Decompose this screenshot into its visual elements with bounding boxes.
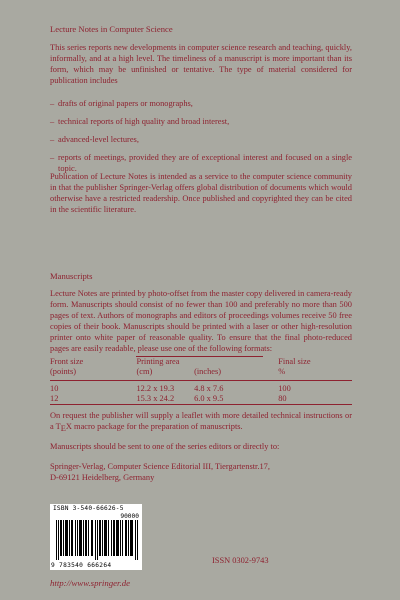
- isbn-label: ISBN 3-540-66626-5: [53, 505, 124, 512]
- ean-number: 9 783540 666264: [51, 562, 112, 569]
- address-line: Springer-Verlag, Computer Science Editorial III, Tiergartenstr.17,: [50, 462, 270, 471]
- table-header-cell: Printing area: [136, 357, 263, 368]
- table-header-cell: (cm): [136, 367, 153, 376]
- table-header-cell: Final size: [278, 356, 311, 366]
- address-line: D-69121 Heidelberg, Germany: [50, 473, 155, 483]
- send-to-paragraph: Manuscripts should be sent to one of the series editors or directly to:: [50, 442, 280, 451]
- barcode: [50, 504, 142, 570]
- table-header-cell: %: [278, 367, 286, 376]
- table-header-cell: Front size: [50, 356, 84, 366]
- address: [50, 461, 352, 483]
- format-table: [50, 356, 352, 405]
- list-item: – reports of meetings, provided they are of exceptional interest and focused on a single topic.: [50, 153, 352, 174]
- manuscripts-heading: Manuscripts: [50, 271, 93, 281]
- table-header-row: [50, 367, 352, 381]
- manuscripts-paragraph: Lecture Notes are printed by photo-offset from the master copy delivered in camera-ready form. Manuscripts should consist of no fewer than 100 and preferably no more than 500 pages of text. Authors of monographs and editors of proceedings volumes receive 50 free copies of their book. Manuscripts should be printed with a laser or other high-resolution printer onto white paper of reasonable quality. To ensure that the final photo-reduced pages are easily readable, please use one of the following formats:: [50, 289, 352, 354]
- publication-paragraph: Publication of Lecture Notes is intended as a service to the computer science community in that the publisher Springer-Verlag offers global distribution of documents which would otherwise have a restricted readership. Once published and copyrighted they can be cited in the scientific literature.: [50, 172, 352, 215]
- leaflet-paragraph: On request the publisher will supply a leaflet with more detailed technical instructions or a $T_EX$ macro package for the preparation of manuscripts.: [50, 411, 352, 434]
- issn: ISSN 0302-9743: [212, 556, 269, 565]
- publisher-url[interactable]: http://www.springer.de: [50, 578, 130, 588]
- table-row: 10 12.2 x 19.3 4.8 x 7.6 100: [50, 381, 352, 395]
- table-header-row: [50, 357, 352, 368]
- barcode-bars: [56, 520, 138, 560]
- table-row: 12 15.3 x 24.2 6.0 x 9.5 80: [50, 394, 287, 403]
- series-title: Lecture Notes in Computer Science: [50, 24, 173, 34]
- table-header-cell: (points): [50, 367, 77, 376]
- material-list: [50, 98, 352, 181]
- list-item: – advanced-level lectures,: [50, 135, 139, 145]
- table-header-cell: (inches): [194, 367, 222, 376]
- price-code: 90000: [120, 513, 139, 520]
- list-item: – drafts of original papers or monographs,: [50, 99, 193, 108]
- list-item: – technical reports of high quality and broad interest,: [50, 117, 230, 127]
- intro-paragraph: This series reports new developments in computer science research and teaching, quickly, informally, and at a high level. The timeliness of a manuscript is more important than its form, which may be unfinished or tentative. The type of material considered for publication includes: [50, 43, 352, 86]
